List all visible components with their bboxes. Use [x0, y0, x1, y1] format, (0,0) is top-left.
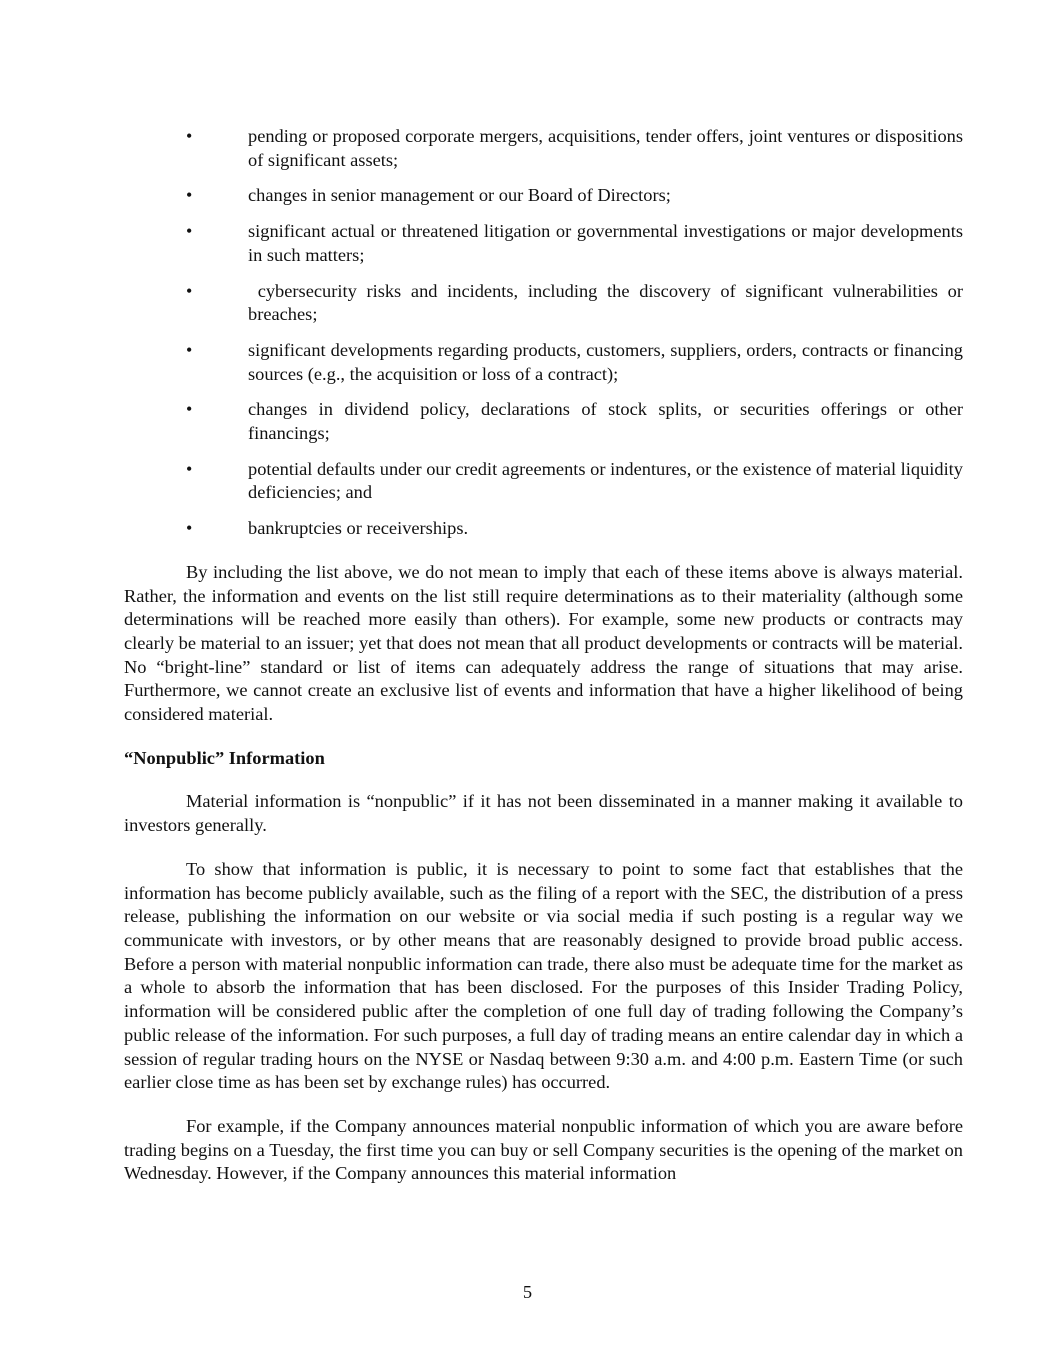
- list-item-text: significant actual or threatened litigation or governmental investigations or major developments in such matters;: [248, 221, 963, 265]
- list-item-text: potential defaults under our credit agreements or indentures, or the existence of material liquidity deficiencies; and: [248, 458, 963, 503]
- page-number: 5: [522, 1282, 533, 1302]
- bullet-icon: •: [186, 339, 193, 360]
- bullet-icon: •: [186, 221, 193, 242]
- bullet-icon: •: [186, 458, 193, 479]
- list-item-text: changes in senior management or our Board of Directors;: [248, 185, 671, 206]
- bullet-icon: •: [186, 185, 193, 206]
- list-item-text: bankruptcies or receiverships.: [248, 518, 469, 539]
- nonpublic-definition-paragraph: Material information is “nonpublic” if it has not been disseminated in a manner making it available to investors generally.: [124, 791, 963, 836]
- page-body: [124, 125, 968, 1186]
- bullet-icon: •: [186, 126, 193, 146]
- list-item: [124, 184, 963, 208]
- spacer: [124, 770, 963, 790]
- list-item-text: pending or proposed corporate mergers, acquisitions, tender offers, joint ventures or dispositions of significant assets;: [248, 126, 963, 170]
- list-item-text: changes in dividend policy, declarations of stock splits, or securities offerings or other financings;: [248, 399, 963, 444]
- section-heading: “Nonpublic” Information: [124, 747, 325, 768]
- bullet-icon: •: [186, 399, 193, 420]
- list-item: [124, 125, 963, 172]
- list-item: [124, 398, 963, 445]
- spacer: [124, 838, 963, 858]
- list-item: [124, 280, 968, 327]
- bullet-icon: •: [186, 280, 193, 301]
- list-item-text: significant developments regarding products, customers, suppliers, orders, contracts or financing sources (e.g., the acquisition or loss of a contract);: [248, 339, 963, 384]
- example-paragraph: For example, if the Company announces material nonpublic information of which you are aware before trading begins on a Tuesday, the first time you can buy or sell Company securities is the opening of the market on Wednesday. However, if the Company announces this material information: [124, 1115, 963, 1184]
- bullet-icon: •: [186, 518, 193, 539]
- list-item: [124, 339, 963, 386]
- list-item: [124, 458, 963, 505]
- list-item: [124, 517, 963, 541]
- material-information-list: [124, 125, 968, 541]
- spacer: [124, 1095, 963, 1115]
- list-item-text: cybersecurity risks and incidents, including the discovery of significant vulnerabilities or breaches;: [248, 280, 968, 325]
- public-information-paragraph: To show that information is public, it is necessary to point to some fact that establishes that the information has become publicly available, such as the filing of a report with the SEC, the distribution of a press release, publishing the information on our website or via social media if such posting is a regular way we communicate with investors, or by other means that are reasonably designed to provide broad public access. Before a person with material nonpublic information can trade, there also must be adequate time for the market as a whole to absorb the information that has been disclosed. For the purposes of this Insider Trading Policy, information will be considered public after the completion of one full day of trading following the Company’s public release of the information. For such purposes, a full day of trading means an entire calendar day in which a session of regular trading hours on the NYSE or Nasdaq between 9:30 a.m. and 4:00 p.m. Eastern Time (or such earlier close time as has been set by exchange rules) has occurred.: [124, 858, 963, 1093]
- spacer: [124, 727, 963, 747]
- list-item: [124, 220, 963, 267]
- list-caveat-paragraph: By including the list above, we do not mean to imply that each of these items above is always material. Rather, the information and events on the list still require determinations as to their materiality (although some determinations will be reached more easily than others). For example, some new products or contracts may clearly be material to an issuer; yet that does not mean that all product developments or contracts will be material. No “bright-line” standard or list of items can adequately address the range of situations that may arise. Furthermore, we cannot create an exclusive list of events and information that have a higher likelihood of being considered material.: [124, 561, 963, 725]
